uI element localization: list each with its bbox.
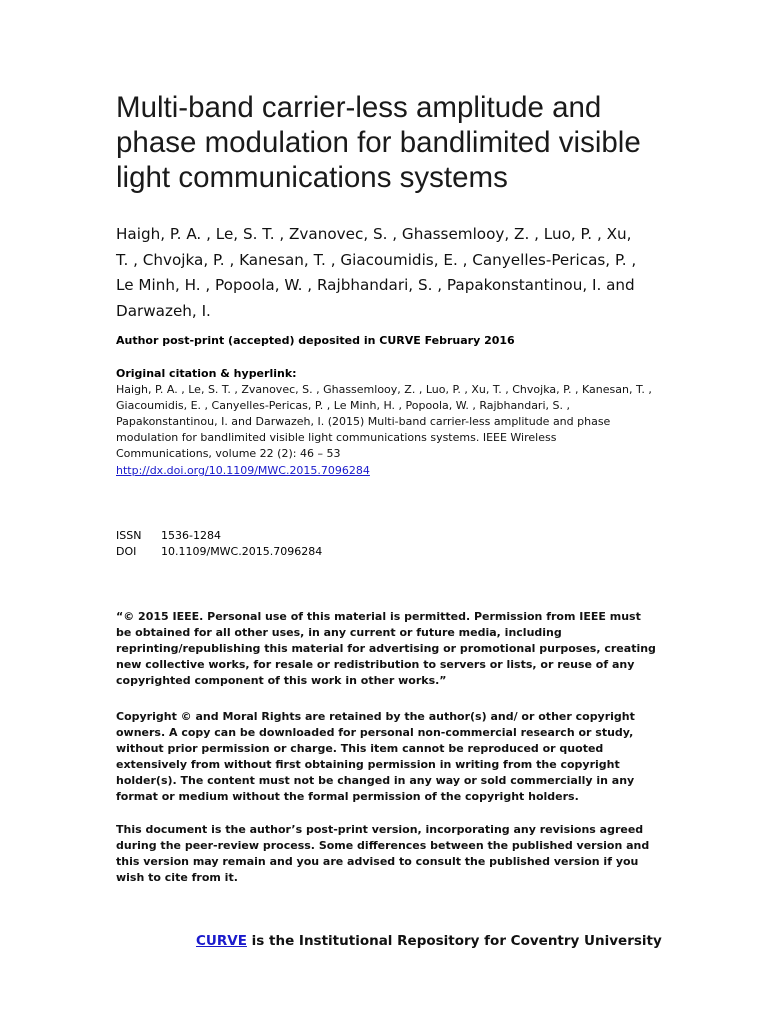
curve-link[interactable]: CURVE: [196, 933, 247, 949]
issn-row: [116, 528, 656, 544]
paper-title: Multi-band carrier-less amplitude and phase modulation for bandlimited visible light communications systems: [116, 91, 641, 194]
repository-footer: [196, 931, 662, 951]
doi-label: DOI: [116, 545, 137, 558]
doi-row: [116, 544, 656, 560]
issn-value: 1536-1284: [161, 529, 221, 542]
issn-label: ISSN: [116, 529, 142, 542]
footer-text: is the Institutional Repository for Coventry University: [246, 933, 662, 949]
postprint-paragraph: This document is the author’s post-print version, incorporating any revisions agreed during the peer-review process. Some differences between the published version and this version may remain and you are advised to consult the published version if you wish to cite from it.: [116, 823, 650, 884]
doi-link[interactable]: http://dx.doi.org/10.1109/MWC.2015.7096284: [116, 464, 370, 477]
citation-heading: Original citation & hyperlink:: [116, 367, 297, 380]
citation-text: Haigh, P. A. , Le, S. T. , Zvanovec, S. , Ghassemlooy, Z. , Luo, P. , Xu, T. , Chvojka, P. , Kanesan, T. , Giacoumidis, E. , Canyelles-Pericas, P. , Le Minh, H. , Popoola, W. , Rajbhandari, S. , Papakonstantinou, I. and Darwazeh, I. (2015) Multi-band carrier-less amplitude and phase modulation for bandlimited visible light communications systems. IEEE Wireless Communications, volume 22 (2): 46 – 53: [116, 383, 652, 460]
copyright-paragraph: Copyright © and Moral Rights are retained by the author(s) and/ or other copyright owners. A copy can be downloaded for personal non-commercial research or study, without prior permission or charge. This item cannot be reproduced or quoted extensively from without first obtaining permission in writing from the copyright holder(s). The content must not be changed in any way or sold commercially in any format or medium without the formal permission of the copyright holders.: [116, 710, 635, 803]
deposit-note: Author post-print (accepted) deposited in CURVE February 2016: [116, 334, 515, 347]
author-list: Haigh, P. A. , Le, S. T. , Zvanovec, S. , Ghassemlooy, Z. , Luo, P. , Xu, T. , Chvojka, P. , Kanesan, T. , Giacoumidis, E. , Canyelles-Pericas, P. , Le Minh, H. , Popoola, W. , Rajbhandari, S. , Papakonstantinou, I. and Darwazeh, I.: [116, 225, 637, 320]
doi-value: 10.1109/MWC.2015.7096284: [161, 545, 323, 558]
ieee-notice-paragraph: “© 2015 IEEE. Personal use of this material is permitted. Permission from IEEE must be obtained for all other uses, in any current or future media, including reprinting/republishing this material for advertising or promotional purposes, creating new collective works, for resale or redistribution to servers or lists, or reuse of any copyrighted component of this work in other works.”: [116, 610, 656, 687]
identifiers-block: [116, 528, 656, 560]
